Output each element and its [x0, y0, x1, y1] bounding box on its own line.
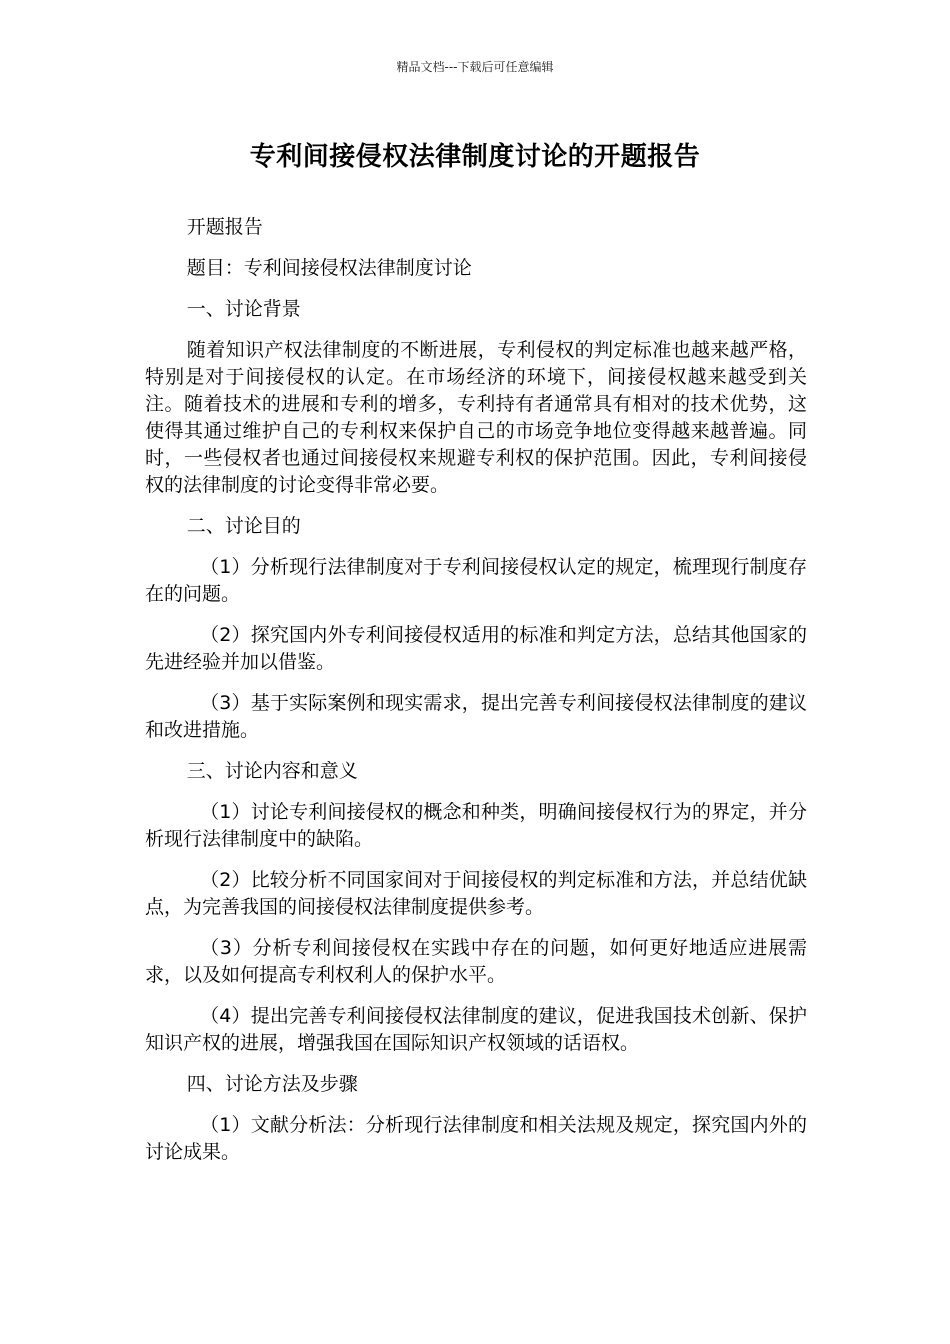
section-heading-methods: 四、讨论方法及步骤: [186, 1073, 358, 1095]
content-item-2: （2）比较分析不同国家间对于间接侵权的判定标准和方法，并总结优缺点，为完善我国的间接侵权法律制度提供参考。: [145, 869, 807, 918]
header-note: 精品文档---下载后可任意编辑: [396, 60, 554, 74]
section-label-report: 开题报告: [186, 216, 263, 238]
section-heading-background: 一、讨论背景: [186, 298, 301, 320]
document-body: [145, 214, 807, 1180]
methods-item-1: （1）文献分析法：分析现行法律制度和相关法规及规定，探究国内外的讨论成果。: [145, 1114, 807, 1163]
section-heading-purpose: 二、讨论目的: [186, 515, 301, 537]
content-item-3: （3）分析专利间接侵权在实践中存在的问题，如何更好地适应进展需求，以及如何提高专利权利人的保护水平。: [145, 937, 807, 986]
background-paragraph: 随着知识产权法律制度的不断进展，专利侵权的判定标准也越来越严格，特别是对于间接侵权的认定。在市场经济的环境下，间接侵权越来越受到关注。随着技术的进展和专利的增多，专利持有者通常具有相对的技术优势，这使得其通过维护自己的专利权来保护自己的市场竞争地位变得越来越普遍。同时，一些侵权者也通过间接侵权来规避专利权的保护范围。因此，专利间接侵权的法律制度的讨论变得非常必要。: [145, 339, 807, 496]
topic-line: 题目：专利间接侵权法律制度讨论: [186, 257, 472, 279]
purpose-item-2: （2）探究国内外专利间接侵权适用的标准和判定方法，总结其他国家的先进经验并加以借鉴。: [145, 624, 807, 673]
purpose-item-3: （3）基于实际案例和现实需求，提出完善专利间接侵权法律制度的建议和改进措施。: [145, 692, 807, 741]
purpose-item-1: （1）分析现行法律制度对于专利间接侵权认定的规定，梳理现行制度存在的问题。: [145, 556, 807, 605]
section-heading-content: 三、讨论内容和意义: [186, 760, 358, 782]
document-title: 专利间接侵权法律制度讨论的开题报告: [249, 142, 701, 172]
content-item-1: （1）讨论专利间接侵权的概念和种类，明确间接侵权行为的界定，并分析现行法律制度中的缺陷。: [145, 801, 807, 850]
content-item-4: （4）提出完善专利间接侵权法律制度的建议，促进我国技术创新、保护知识产权的进展，增强我国在国际知识产权领域的话语权。: [145, 1005, 807, 1054]
